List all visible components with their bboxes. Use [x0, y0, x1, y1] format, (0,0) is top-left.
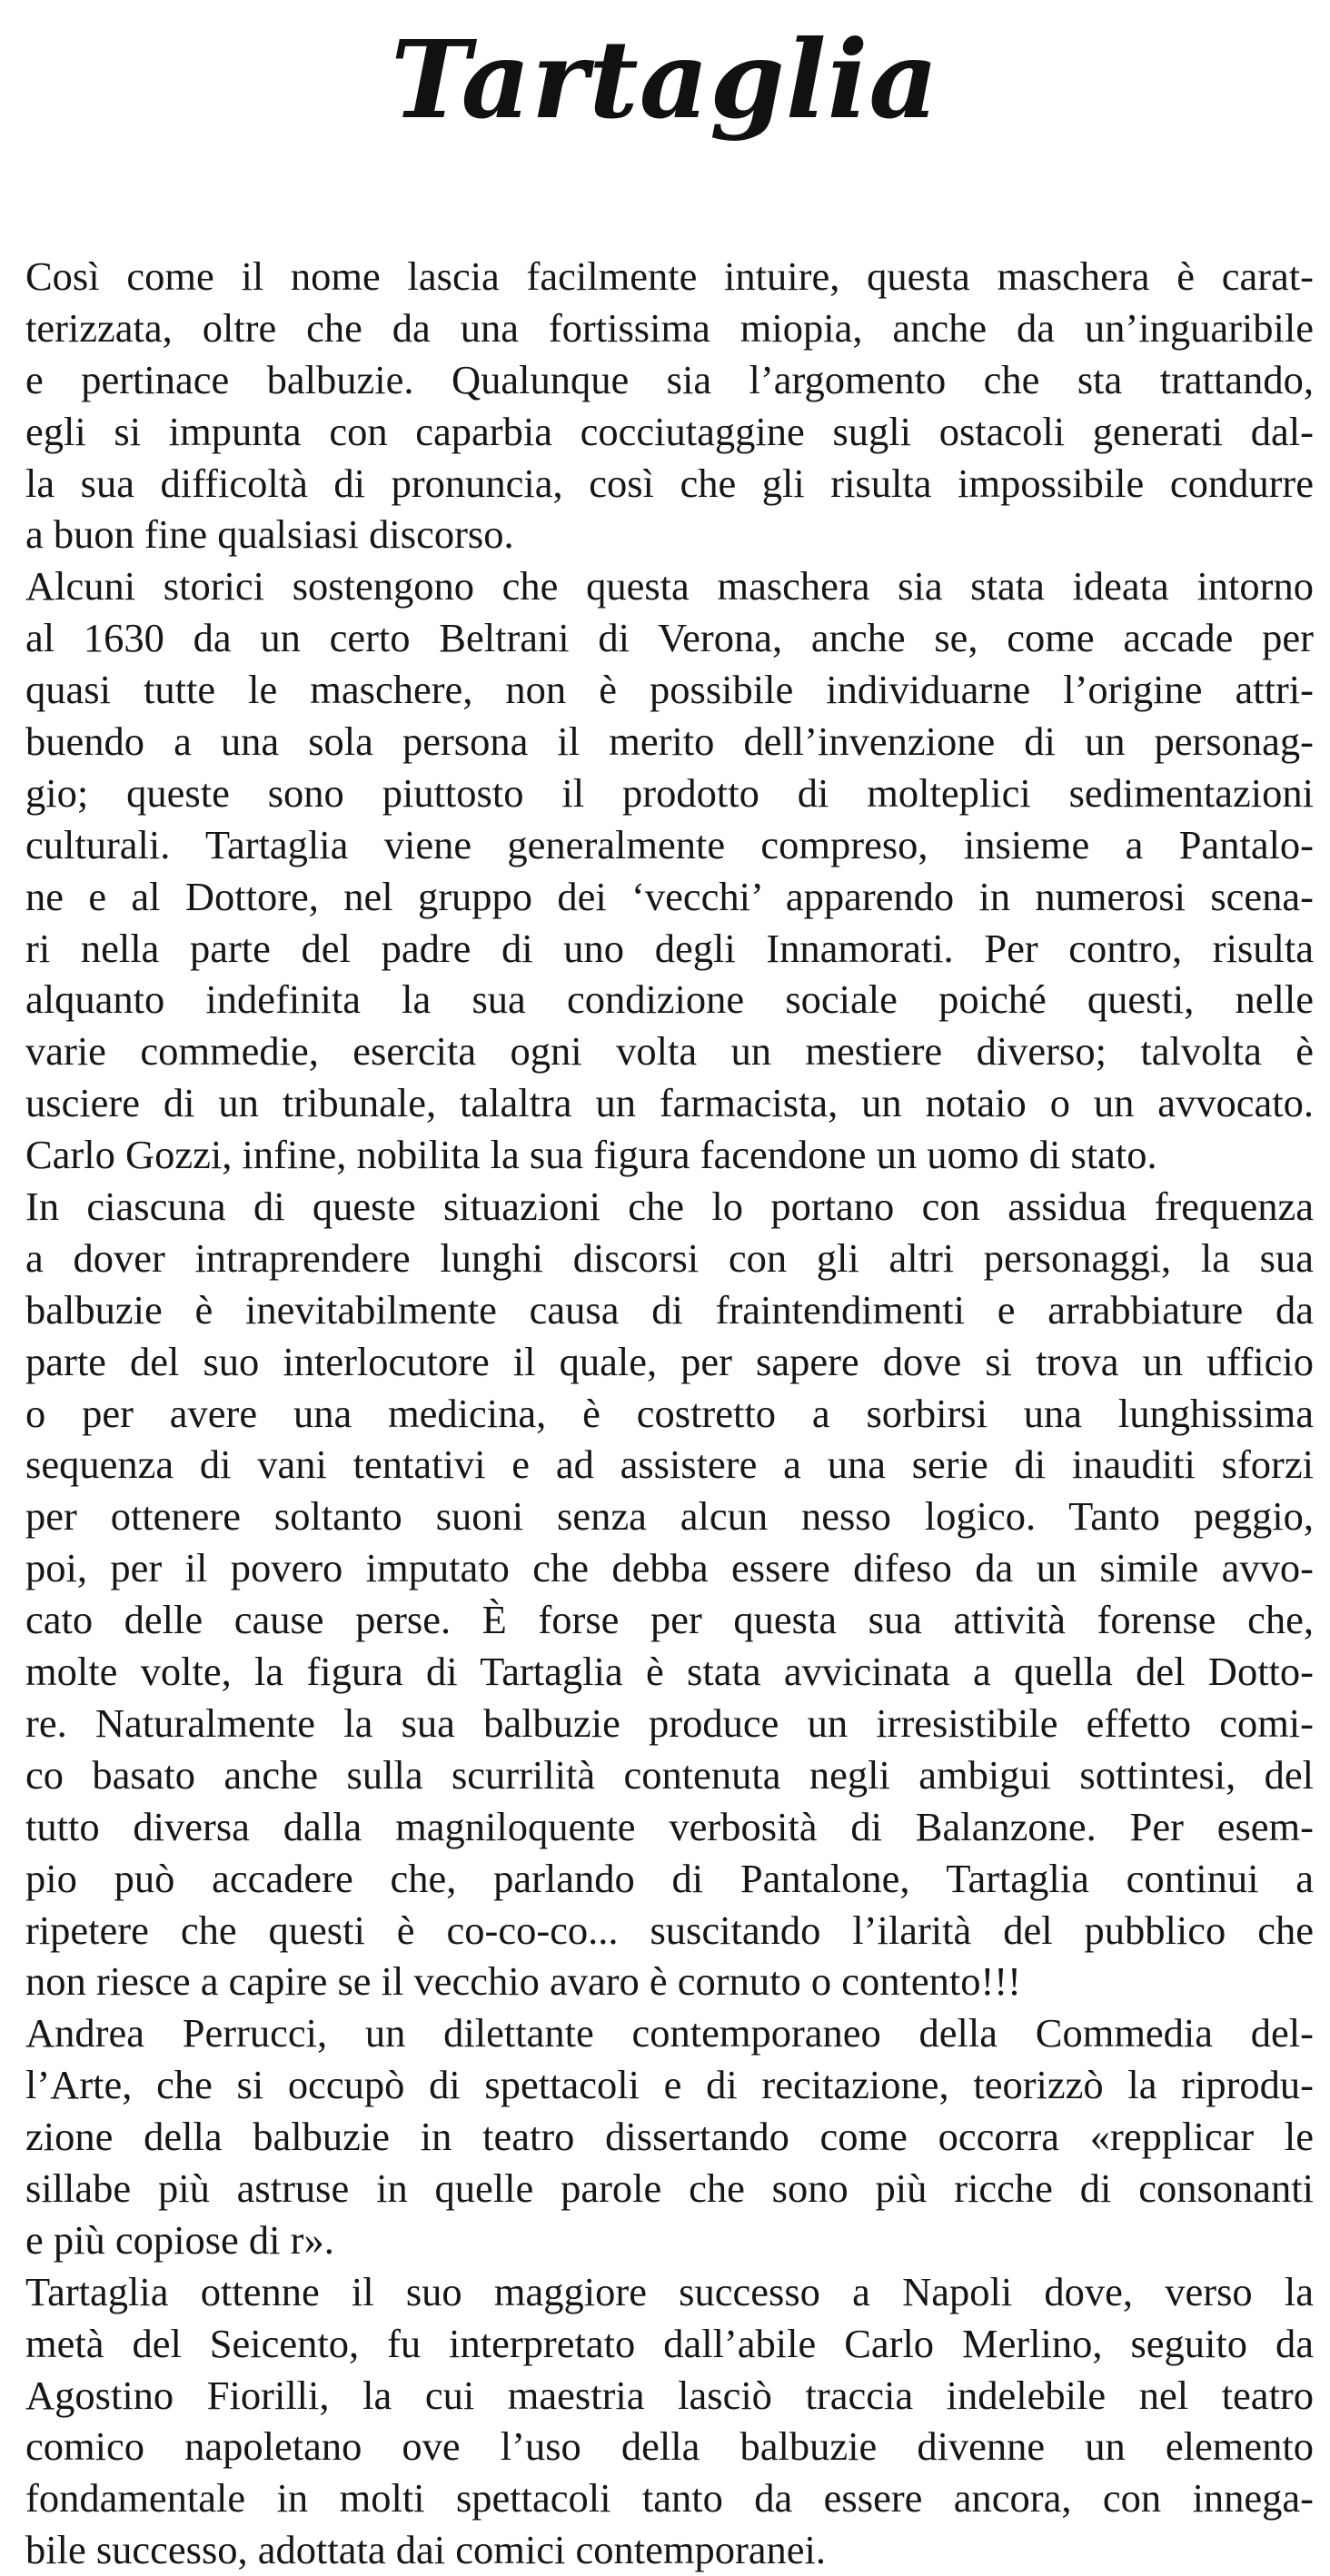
text-line: al 1630 da un certo Beltrani di Verona, anche se, come accade per	[25, 615, 1314, 661]
text-line: pio può accadere che, parlando di Pantalone, Tartaglia continui a	[25, 1855, 1314, 1901]
text-line: sillabe più astruse in quelle parole che sono più ricche di consonanti	[25, 2165, 1314, 2211]
text-line: a buon fine qualsiasi discorso.	[25, 511, 514, 558]
text-line: o per avere una medicina, è costretto a sorbirsi una lunghissima	[25, 1390, 1314, 1436]
text-line: zione della balbuzie in teatro dissertando come occorra «repplicar le	[25, 2114, 1314, 2160]
text-line: Carlo Gozzi, infine, nobilita la sua figura facendone un uomo di stato.	[25, 1132, 1157, 1178]
text-line: metà del Seicento, fu interpretato dall’abile Carlo Merlino, seguito da	[25, 2320, 1314, 2366]
text-line: buendo a una sola persona il merito dell’invenzione di un personag-	[25, 718, 1314, 765]
text-line: l’Arte, che si occupò di spettacoli e di recitazione, teorizzò la riprodu-	[25, 2062, 1314, 2108]
text-line: Tartaglia ottenne il suo maggiore successo a Napoli dove, verso la	[25, 2268, 1314, 2314]
body-text	[25, 251, 1314, 2576]
text-line: tutto diversa dalla magniloquente verbosità di Balanzone. Per esem-	[25, 1803, 1314, 1849]
text-line: per ottenere soltanto suoni senza alcun nesso logico. Tanto peggio,	[25, 1493, 1314, 1540]
text-line: quasi tutte le maschere, non è possibile individuarne l’origine attri-	[25, 667, 1314, 713]
text-line: Così come il nome lascia facilmente intuire, questa maschera è carat-	[25, 253, 1314, 299]
text-line: Agostino Fiorilli, la cui maestria lasciò traccia indelebile nel teatro	[25, 2372, 1314, 2418]
text-line: a dover intraprendere lunghi discorsi con gli altri personaggi, la sua	[25, 1234, 1314, 1281]
text-line: fondamentale in molti spettacoli tanto da essere ancora, con innega-	[25, 2475, 1314, 2522]
text-line: e più copiose di r».	[25, 2216, 334, 2263]
text-line: terizzata, oltre che da una fortissima miopia, anche da un’inguaribile	[25, 304, 1314, 351]
text-line: ri nella parte del padre di uno degli Innamorati. Per contro, risulta	[25, 925, 1314, 971]
text-line: varie commedie, esercita ogni volta un mestiere diverso; talvolta è	[25, 1028, 1314, 1075]
text-line: sequenza di vani tentativi e ad assistere a una serie di inauditi sforzi	[25, 1442, 1314, 1488]
text-line: balbuzie è inevitabilmente causa di fraintendimenti e arrabbiature da	[25, 1286, 1314, 1333]
text-line: non riesce a capire se il vecchio avaro è cornuto o contento!!!	[25, 1958, 1021, 2005]
text-line: poi, per il povero imputato che debba essere difeso da un simile avvo-	[25, 1545, 1314, 1591]
text-line: parte del suo interlocutore il quale, per sapere dove si trova un ufficio	[25, 1338, 1314, 1384]
text-line: co basato anche sulla scurrilità contenuta negli ambigui sottintesi, del	[25, 1751, 1314, 1798]
text-line: Alcuni storici sostengono che questa maschera sia stata ideata intorno	[25, 563, 1314, 609]
text-line: alquanto indefinita la sua condizione sociale poiché questi, nelle	[25, 976, 1314, 1023]
text-line: cato delle cause perse. È forse per questa sua attività forense che,	[25, 1597, 1314, 1643]
text-line: culturali. Tartaglia viene generalmente compreso, insieme a Pantalo-	[25, 821, 1314, 867]
text-line: comico napoletano ove l’uso della balbuzie divenne un elemento	[25, 2423, 1314, 2470]
text-line: In ciascuna di queste situazioni che lo portano con assidua frequenza	[25, 1184, 1314, 1230]
page-title: Tartaglia	[391, 16, 939, 143]
text-line: usciere di un tribunale, talaltra un farmacista, un notaio o un avvocato.	[25, 1080, 1314, 1126]
text-line: bile successo, adottata dai comici contemporanei.	[25, 2527, 827, 2573]
text-line: molte volte, la figura di Tartaglia è stata avvicinata a quella del Dotto-	[25, 1649, 1314, 1695]
text-line: gio; queste sono piuttosto il prodotto di molteplici sedimentazioni	[25, 769, 1314, 816]
text-line: re. Naturalmente la sua balbuzie produce un irresistibile effetto comi-	[25, 1699, 1314, 1746]
text-line: e pertinace balbuzie. Qualunque sia l’argomento che sta trattando,	[25, 356, 1314, 402]
text-line: ripetere che questi è co-co-co... suscitando l’ilarità del pubblico che	[25, 1907, 1314, 1953]
text-line: Andrea Perrucci, un dilettante contemporaneo della Commedia del-	[25, 2010, 1314, 2056]
text-line: egli si impunta con caparbia cocciutaggine sugli ostacoli generati dal-	[25, 408, 1314, 454]
text-line: la sua difficoltà di pronuncia, così che gli risulta impossibile condurre	[25, 460, 1314, 506]
text-line: ne e al Dottore, nel gruppo dei ‘vecchi’ apparendo in numerosi scena-	[25, 873, 1314, 919]
